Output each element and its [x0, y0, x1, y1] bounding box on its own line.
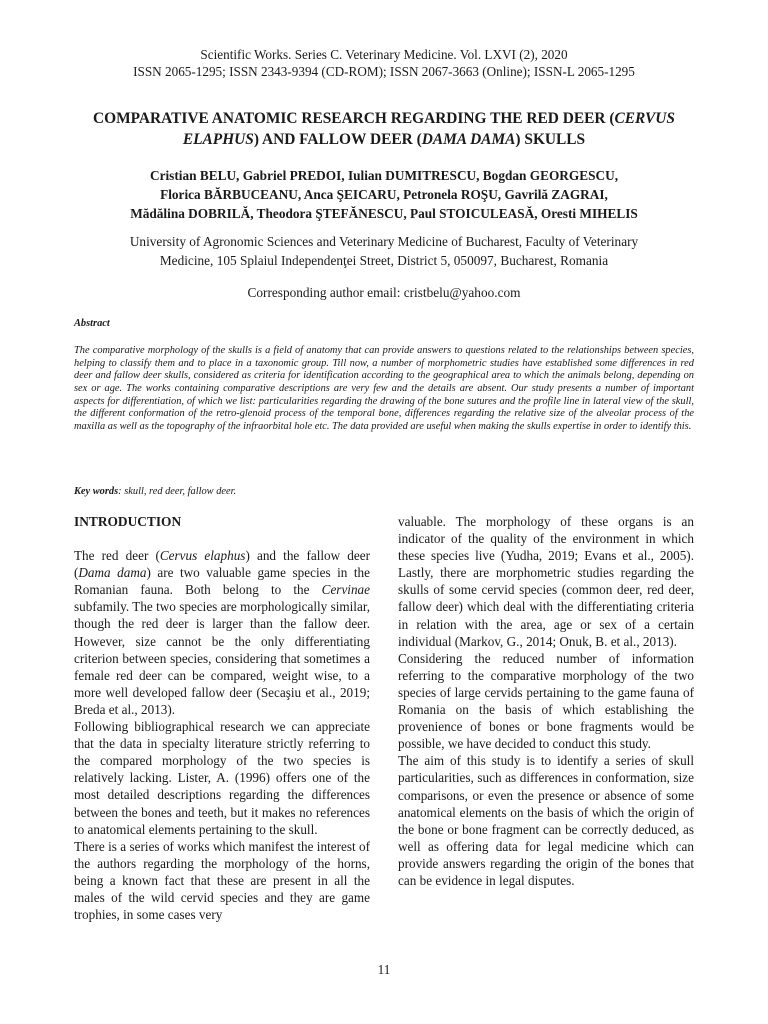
author-line: Florica BĂRBUCEANU, Anca ŞEICARU, Petronela ROŞU, Gavrilă ZAGRAI, — [160, 187, 608, 202]
right-column — [398, 513, 694, 889]
journal-title-line: Scientific Works. Series C. Veterinary Medicine. Vol. LXVI (2), 2020 — [200, 47, 568, 62]
issn-line: ISSN 2065-1295; ISSN 2343-9394 (CD-ROM); ISSN 2067-3663 (Online); ISSN-L 2065-1295 — [133, 64, 635, 79]
paragraph: The aim of this study is to identify a series of skull particularities, such as differences in conformation, size comparisons, or even the presence or absence of some anatomical elements on the basis of which the origin of the bone or bone fragment can be correctly deduced, as well as offering data for legal medicine which can provide answers regarding the origin of the bones that can be evidence in legal disputes. — [398, 753, 694, 888]
author-list — [60, 166, 708, 223]
page-number: 11 — [377, 962, 391, 977]
paragraph: There is a series of works which manifest the interest of the authors regarding the morphology of the horns, being a known fact that these are present in all the males of the wild cervid species and they are game trophies, in some cases very — [74, 838, 370, 923]
keywords: Key words: skull, red deer, fallow deer. — [74, 486, 237, 497]
journal-header — [0, 46, 768, 80]
abstract-heading: Abstract — [74, 318, 110, 329]
author-line: Mădălina DOBRILĂ, Theodora ŞTEFĂNESCU, Paul STOICULEASĂ, Oresti MIHELIS — [130, 206, 638, 221]
corresponding-email: Corresponding author email: cristbelu@yahoo.com — [247, 285, 521, 300]
paper-title: COMPARATIVE ANATOMIC RESEARCH REGARDING THE RED DEER (CERVUS ELAPHUS) AND FALLOW DEER (DAMA DAMA) SKULLS — [93, 110, 675, 148]
affiliation: University of Agronomic Sciences and Veterinary Medicine of Bucharest, Faculty of Veterinary Medicine, 105 Splaiul Independenţei Street, District 5, 050097, Bucharest, Romania — [129, 234, 639, 268]
paragraph: The red deer (Cervus elaphus) and the fallow deer (Dama dama) are two valuable game species in the Romanian fauna. Both belong to the Cervinae subfamily. The two species are morphologically similar, though the red deer is larger than the fallow deer. However, size cannot be the only differentiating criterion between species, considering that sometimes a female red deer can be compared, weight wise, to a more well developed fallow deer (Secaşiu et al., 2019; Breda et al., 2013). — [74, 548, 370, 717]
author-line: Cristian BELU, Gabriel PREDOI, Iulian DUMITRESCU, Bogdan GEORGESCU, — [149, 168, 619, 183]
paragraph: valuable. The morphology of these organs is an indicator of the quality of the environment in which these species live (Yudha, 2019; Evans et al., 2005). Lastly, there are morphometric studies regarding the skulls of some cervid species (common deer, red deer, fallow deer) which deal with the differentiating criteria in relation with the area, age or sex of a certain individual (Markov, G., 2014; Onuk, B. et al., 2013). — [398, 514, 694, 649]
paragraph: Considering the reduced number of information referring to the comparative morphology of the two species of large cervids pertaining to the game fauna of Romania on the basis of which establishing the provenience of bones or bone fragments would be possible, we have decided to conduct this study. — [398, 650, 694, 752]
left-column — [74, 513, 370, 923]
abstract-text: The comparative morphology of the skulls is a field of anatomy that can provide answers to questions related to the relationships between species, helping to classify them and to place in a taxonomic group. Till now, a number of morphometric studies have established some differences in red deer and fallow deer skulls, considered as criteria for identification according to the geographical area to which the animals belong, depending on sex or age. The works containing comparative descriptions are very few and the details are absent. Our study presents a number of important aspects for differentiation, of which we list: particularities regarding the drawing of the bone sutures and the profile line in lateral view of the skull, the different conformation of the retro-glenoid process of the temporal bone, differences regarding the relative size of the alveolar process of the maxilla as well as the topography of the infraorbital hole etc. The data provided are useful when making the skulls expertise in order to identify this. — [74, 345, 694, 432]
section-heading: INTRODUCTION — [74, 514, 182, 529]
paragraph: Following bibliographical research we can appreciate that the data in specialty literature strictly referring to the compared morphology of the two species is relatively lacking. Lister, A. (1996) offers one of the most detailed descriptions regarding the differences between the bones and teeth, but it makes no references to anatomical elements pertaining to the skull. — [74, 719, 370, 837]
